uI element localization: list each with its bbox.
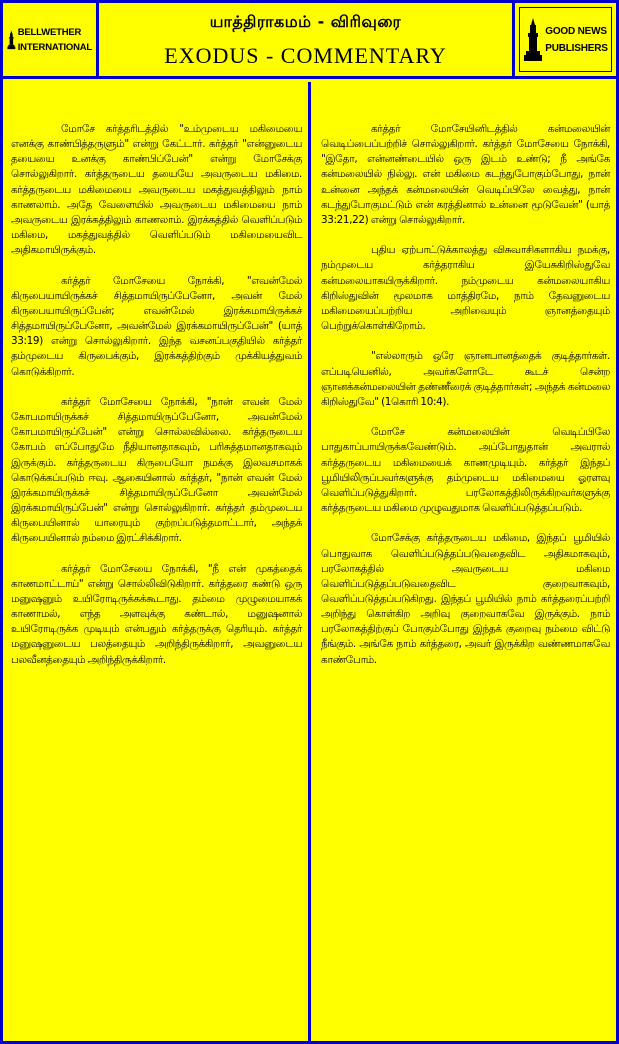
bellwether-logo xyxy=(3,3,99,76)
commentary-paragraph: கர்த்தர் மோசேயினிடத்தில் கன்மலையின் வெடிப்பைப்பற்றிச் சொல்லுகிறார். கர்த்தர் மோசேயை நோக்கி, "இதோ, என்னண்டையில் ஒரு இடம் உண்டு; நீ அங்கே கன்மலையில் நில்லு. என் மகிமை கடந்துபோகும்போது, நான் உன்னை அந்தக் கன்மலையின் வெடிப்பிலே வைத்து, நான் கடந்துபோகுமட்டும் என் கரத்தினால் உன்னை மூடுவேன்" (யாத் 33:21,22) என்று சொல்லுகிறார். xyxy=(321,123,610,226)
page-title-english: EXODUS - COMMENTARY xyxy=(164,43,447,68)
commentary-paragraph: மோசே கர்த்தரிடத்தில் "உம்முடைய மகிமையை எனக்கு காண்பித்தருளும்" என்று கேட்டார். கர்த்தர் "என்னுடைய தயையை உனக்கு காண்பிப்பேன்" என்று மோசேக்கு சொல்லுகிறார். கர்த்தருடைய தயையே அவருடைய மகிமை. கர்த்தருடைய மகிமையை அவருடைய மகத்துவத்திலும் நாம் காணலாம். அதே வேளையில் அவருடைய மகிமையை நாம் அவருடைய இரக்கத்திலும் காணலாம். இரக்கத்தில் வெளிப்படும் மகிமை, மகத்துவத்தில் வெளிப்படும் மகிமையைவிட அதிகமாயிருக்கும். xyxy=(11,123,302,257)
right-column xyxy=(311,82,616,1041)
header xyxy=(3,3,616,79)
bell-tower-icon xyxy=(523,17,543,63)
good-news-publishers-logo xyxy=(512,3,616,76)
title-area xyxy=(99,3,512,76)
page-title-tamil: யாத்திராகமம் - விரிவுரை xyxy=(209,12,402,31)
commentary-paragraph: கர்த்தர் மோசேயை நோக்கி, "நான் எவன் மேல் கோபமாயிருக்கச் சித்தமாயிருப்பேனோ, அவன்மேல் கோபமாயிருப்பேன்" என்று சொல்லவில்லை. கர்த்தருடைய கோபம் எப்போதுமே நீதியானதாகவும், பரிசுத்தமானதாகவும் இருக்கும். கர்த்தருடைய கிருபையோ நமக்கு இலவசமாகக் கொடுக்கப்படும் ஈவு. ஆகையினால் கர்த்தர், "நான் எவன் மேல் இரக்கமாயிருக்கச் சித்தமாயிருப்பேனோ அவன்மேல் இரக்கமாயிருப்பேன்" என்று சொல்லுகிறார். கர்த்தர் தம்முடைய கிருபையினால் யாரையும் குற்றப்படுத்தமாட்டார், அந்தக் கிருபையினால் நம்மை இரட்சிக்கிறார். xyxy=(11,395,302,545)
commentary-paragraph: கர்த்தர் மோசேயை நோக்கி, "நீ என் முகத்தைக் காணமாட்டாய்" என்று சொல்லிவிடுகிறார். கர்த்தரை கண்டு ஒரு மனுஷனும் உயிரோடிருக்கக்கூடாது. தம்மை முழுமையாகக் காணாமல், எந்த அளவுக்கு கண்டால், மனுஷனால் உயிரோடிருக்க முடியும் என்பதும் கர்த்தருக்கு தெரியும். கர்த்தர் மனுஷனுடைய பலத்தையும் அறிந்திருக்கிறார், அவனுடைய பலவீனத்தையும் அறிந்திருக்கிறார். xyxy=(11,562,302,666)
logo-line: INTERNATIONAL xyxy=(17,41,92,53)
left-column xyxy=(3,82,311,1041)
commentary-paragraph: கர்த்தர் மோசேயை நோக்கி, "எவன்மேல் கிருபையாயிருக்கச் சித்தமாயிருப்பேனோ, அவன் மேல் கிருபையாயிருப்பேன்; எவன்மேல் இரக்கமாயிருக்கச் சித்தமாயிருப்பேனோ, அவன்மேல் இரக்கமாயிருப்பேன்" (யாத் 33:19) என்று சொல்லுகிறார். இந்த வசனப்பகுதியில் கர்த்தர் தம்முடைய கிருபைக்கும், இரக்கத்திற்கும் முக்கியத்துவம் கொடுக்கிறார். xyxy=(11,274,302,378)
commentary-paragraph: புதிய ஏற்பாட்டுக்காலத்து விசுவாசிகளாகிய நமக்கு, நம்முடைய கர்த்தராகிய இயேசுகிறிஸ்துவே கன்மலையாகயிருக்கிறார். நம்முடைய கன்மலையாகிய கிறிஸ்துவின் மூலமாக மாத்திரமே, நாம் தேவனுடைய மகிமையைப்பற்றிய அறிவையும் ஞானத்தையும் பெற்றுக்கொள்கிறோம். xyxy=(321,244,610,333)
logo-line: GOOD NEWS xyxy=(545,25,607,37)
commentary-paragraph: மோசே கன்மலையின் வெடிப்பிலே பாதுகாப்பாயிருக்கவேண்டும். அப்போதுதான் அவரால் கர்த்தருடைய மகிமையைக் காணமுடியும். கர்த்தர் இந்தப் பூமியிலிருப்பவர்களுக்கு தம்முடைய மகிமையை ஓரளவு வெளிப்படுத்துகிறார். பரலோகத்திலிருக்கிறவர்களுக்கு கர்த்தருடைய மகிமை முழுவதுமாக வெளிப்படுத்தப்படும். xyxy=(321,426,610,514)
logo-line: PUBLISHERS xyxy=(545,42,608,54)
commentary-paragraph: "எல்லாரும் ஒரே ஞானபானத்தைக் குடித்தார்கள். எப்படியெனில், அவர்களோடே கூடச் சென்ற ஞானக்கன்மலையின் தண்ணீரைக் குடித்தார்கள்; அந்தக் கன்மலை கிறிஸ்துவே" (1கொரி 10:4). xyxy=(321,350,610,408)
commentary-paragraph: மோசேக்கு கர்த்தருடைய மகிமை, இந்தப் பூமியில் பொதுவாக வெளிப்படுத்தப்படுவதைவிட அதிகமாகவும், பரலோகத்தில் அவருடைய மகிமை வெளிப்படுத்தப்படுவதைவிட குறைவாகவும், வெளிப்படுத்தப்படுகிறது. இந்தப் பூமியில் நாம் கர்த்தரைப்பற்றி அறிந்து கொள்கிற அறிவு குறைவாகவே இருக்கும். நாம் பரலோகத்திற்குப் போகும்போது இந்தக் குறைவு நம்மை விட்டு நீங்கும். அங்கே நாம் கர்த்தரை, அவர் இருக்கிற வண்ணமாகவே காண்போம். xyxy=(321,532,610,666)
logo-line: BELLWETHER xyxy=(17,26,82,38)
bell-tower-icon xyxy=(7,17,16,63)
